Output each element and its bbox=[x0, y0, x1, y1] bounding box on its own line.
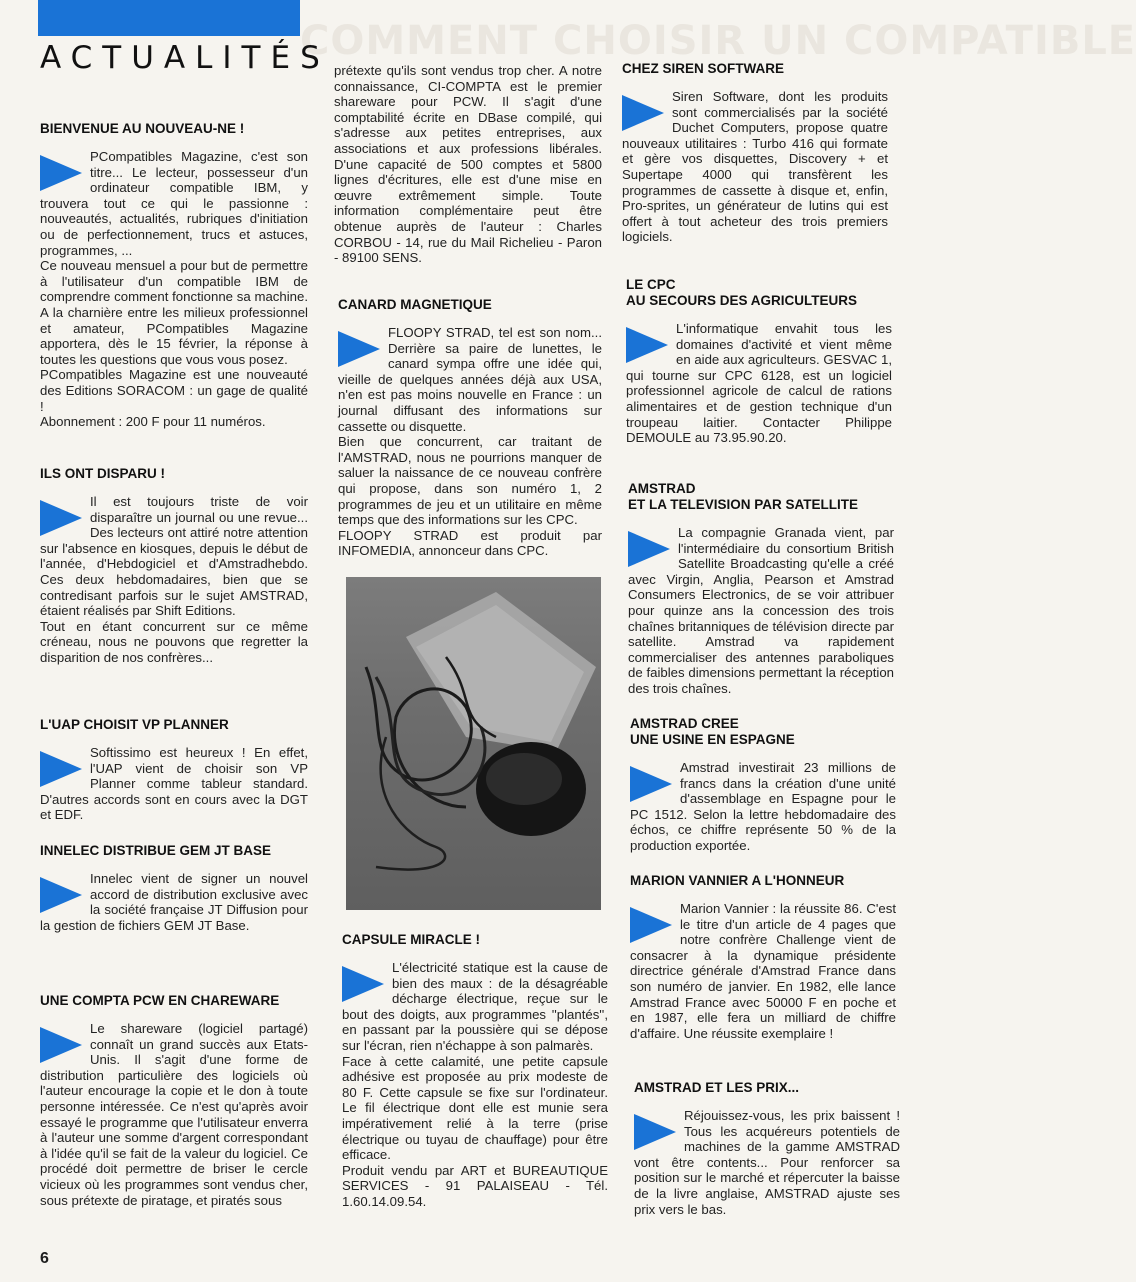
article-disparu bbox=[40, 466, 308, 666]
article-body: L'électricité statique est la cause de bien des maux : de la désagréable décharge électrique, reçue sur le bout des doigts, aux programmes ''plantés'', en passant par la poussière qui se dépose sur l'écran, rien n'échappe à son palmarès. Face à cette calamité, une petite capsule adhésive est proposée au prix modeste de 80 F. Cette capsule se fixe sur l'ordinateur. Le fil électrique dont elle est munie sera impérativement relié à la terre (prise électrique ou tuyau de chauffage) pour être efficace. Produit vendu par ART et BUREAUTIQUE SERVICES - 91 PALAISEAU - Tél. 1.60.14.09.54. bbox=[342, 960, 608, 1209]
page-number: 6 bbox=[40, 1250, 49, 1267]
article-title: MARION VANNIER A L'HONNEUR bbox=[630, 873, 845, 888]
article-uap bbox=[40, 717, 308, 823]
bullet-triangle-icon bbox=[342, 966, 384, 1002]
article-marion-vannier bbox=[630, 873, 896, 1041]
bullet-triangle-icon bbox=[630, 766, 672, 802]
article-prix bbox=[634, 1080, 900, 1217]
article-body: L'informatique envahit tous les domaines d'activité et vient même en aide aux agriculteurs. GESVAC 1, qui tourne sur CPC 6128, est un logiciel professionnel agricole de calcul de rations alimentaires et de gestion technique d'un troupeau laitier. Contacter Philippe DEMOULE au 73.95.90.20. bbox=[626, 321, 892, 446]
article-title: AMSTRAD ET LES PRIX... bbox=[634, 1080, 800, 1095]
ghost-headline: COMMENT CHOISIR UN COMPATIBLE bbox=[300, 18, 1136, 64]
article-body: FLOOPY STRAD, tel est son nom... Derrière sa paire de lunettes, le canard sympa offre une idée qui, vieille de quelques années déjà aux USA, n'en est pas moins nouvelle en France : un journal diffusant des informations sur cassette ou disquette. Bien que concurrent, car traitant de l'AMSTRAD, nous ne pourrions manquer de saluer la naissance de ce nouveau confrère qui propose, dans son numéro 1, 2 programmes de jeu et un utilitaire en même temps que des informations sur les CPC. FLOOPY STRAD est produit par INFOMEDIA, annonceur dans CPC. bbox=[338, 325, 602, 559]
article-body: Il est toujours triste de voir disparaître un journal ou une revue... Des lecteurs ont attiré notre attention sur l'absence en kiosques, depuis le début de l'année, d'Hebdogiciel et d'Amstradhebdo. Ces deux hebdomadaires, bien que se contredisant parfois sur le sujet AMSTRAD, étaient réalisés par Shift Editions. Tout en étant concurrent sur ce même créneau, nous ne pouvons que regretter la disparition de nos confrères... bbox=[40, 494, 308, 665]
bullet-triangle-icon bbox=[622, 95, 664, 131]
article-canard bbox=[338, 297, 602, 559]
article-compta-pcw-continued bbox=[334, 63, 602, 266]
bullet-triangle-icon bbox=[338, 331, 380, 367]
article-body: Innelec vient de signer un nouvel accord de distribution exclusive avec la société française JT Diffusion pour la gestion de fichiers GEM JT Base. bbox=[40, 871, 308, 933]
bullet-triangle-icon bbox=[40, 155, 82, 191]
article-title: UNE COMPTA PCW EN CHAREWARE bbox=[40, 993, 280, 1008]
article-innelec bbox=[40, 843, 308, 933]
article-espagne bbox=[630, 716, 896, 854]
article-body: Softissimo est heureux ! En effet, l'UAP vient de choisir son VP Planner comme tableur standard. D'autres accords sont en cours avec la DGT et EDF. bbox=[40, 745, 308, 823]
article-capsule bbox=[342, 932, 608, 1210]
article-compta-pcw bbox=[40, 993, 308, 1208]
article-title: L'UAP CHOISIT VP PLANNER bbox=[40, 717, 229, 732]
article-siren bbox=[622, 61, 888, 245]
article-title: INNELEC DISTRIBUE GEM JT BASE bbox=[40, 843, 272, 858]
bullet-triangle-icon bbox=[40, 1027, 82, 1063]
article-body: prétexte qu'ils sont vendus trop cher. A notre connaissance, CI-COMPTA est le premier shareware pour PCW. Il s'agit d'une comptabilité écrite en DBase compilé, qui s'adresse aux petites entreprises, aux associations et aux professions libérales. D'une capacité de 500 comptes et 5800 lignes d'écritures, elle est d'une mise en œuvre extrêmement simple. Toute information complémentaire peut être obtenue auprès de l'auteur : Charles CORBOU - 14, rue du Mail Richelieu - Paron - 89100 SENS. bbox=[334, 63, 602, 266]
header-color-bar bbox=[38, 0, 300, 36]
article-body: La compagnie Granada vient, par l'intermédiaire du consortium British Satellite Broadcasting qu'elle a créé avec Virgin, Anglia, Pearson et Amstrad Consumers Electronics, de se voir attribuer pour quinze ans la concession des trois chaînes britanniques de télévision directe par satellite. Amstrad va rapidement commercialiser des antennes paraboliques de faibles dimensions permettant la réception des trois chaînes. bbox=[628, 525, 894, 696]
article-agriculteurs bbox=[626, 277, 892, 446]
bullet-triangle-icon bbox=[40, 500, 82, 536]
bullet-triangle-icon bbox=[40, 751, 82, 787]
bullet-triangle-icon bbox=[634, 1114, 676, 1150]
article-title: AMSTRAD CREE UNE USINE EN ESPAGNE bbox=[630, 716, 795, 747]
article-title: CHEZ SIREN SOFTWARE bbox=[622, 61, 785, 76]
bullet-triangle-icon bbox=[628, 531, 670, 567]
article-body: Siren Software, dont les produits sont commercialisés par la société Duchet Computers, propose quatre nouveaux utilitaires : Turbo 416 qui formate et gère vos disquettes, Discovery + et Supertape 4000 qui transfèrent les programmes de cassette à disque et, enfin, Pro-sprites, un générateur de lutins qui est offert à tout acheteur des trois premiers logiciels. bbox=[622, 89, 888, 245]
article-title: LE CPC AU SECOURS DES AGRICULTEURS bbox=[626, 277, 858, 308]
bullet-triangle-icon bbox=[626, 327, 668, 363]
article-title: CAPSULE MIRACLE ! bbox=[342, 932, 480, 947]
article-title: AMSTRAD ET LA TELEVISION PAR SATELLITE bbox=[628, 481, 859, 512]
article-body: PCompatibles Magazine, c'est son titre... Le lecteur, possesseur d'un ordinateur compatible IBM, y trouvera tout ce qui le passionne : nouveautés, actualités, rubriques d'initiation ou de perfectionnement, trucs et astuces, programmes, ... Ce nouveau mensuel a pour but de permettre à l'utilisateur d'un compatible IBM de comprendre comment fonctionne sa machine. A la charnière entre les milieux professionnel et amateur, PCompatibles Magazine apportera, dès le 15 février, la réponse à toutes les questions que vous vous posez. PCompatibles Magazine est une nouveauté des Editions SORACOM : un gage de qualité ! Abonnement : 200 F pour 11 numéros. bbox=[40, 149, 308, 430]
bullet-triangle-icon bbox=[40, 877, 82, 913]
bullet-triangle-icon bbox=[630, 907, 672, 943]
article-body: Marion Vannier : la réussite 86. C'est le titre d'un article de 4 pages que notre confrère Challenge vient de consacrer à la dynamique présidente directrice générale d'Amstrad France dans son numéro de janvier. En 1982, elle lance Amstrad France avec 50000 F en poche et en 1987, elle fera un milliard de chiffre d'affaire. Une réussite exemplaire ! bbox=[630, 901, 896, 1041]
article-title: CANARD MAGNETIQUE bbox=[338, 297, 492, 312]
article-body: Le shareware (logiciel partagé) connaît un grand succès aux Etats-Unis. Il s'agit d'une forme de distribution particulière des logiciels où l'auteur encourage la copie et le don à toute personne intéressée. Ce n'est qu'après avoir essayé le programme que l'utilisateur enverra à l'auteur une somme d'argent correspondant à l'idée qu'il se fait de la valeur du logiciel. Ce procédé doit permettre de briser le cercle vicieux où les programmes sont vendus cher, sous prétexte de piratage, et piratés sous bbox=[40, 1021, 308, 1208]
capsule-photo bbox=[346, 577, 601, 910]
article-title: BIENVENUE AU NOUVEAU-NE ! bbox=[40, 121, 245, 136]
article-bienvenue bbox=[40, 121, 308, 430]
article-satellite bbox=[628, 481, 894, 697]
section-title: ACTUALITÉS bbox=[40, 40, 330, 76]
article-body: Réjouissez-vous, les prix baissent ! Tous les acquéreurs potentiels de machines de la gamme AMSTRAD vont être contents... Pour renforcer sa position sur le marché et répercuter la baisse de la livre anglaise, AMSTRAD ajuste ses prix vers le bas. bbox=[634, 1108, 900, 1217]
article-title: ILS ONT DISPARU ! bbox=[40, 466, 166, 481]
article-body: Amstrad investirait 23 millions de francs dans la création d'une unité d'assemblage en Espagne pour le PC 1512. Selon la lettre hebdomadaire des échos, ce chiffre représente 50 % de la production exportée. bbox=[630, 760, 896, 853]
capsule-photo-illustration bbox=[346, 577, 601, 910]
